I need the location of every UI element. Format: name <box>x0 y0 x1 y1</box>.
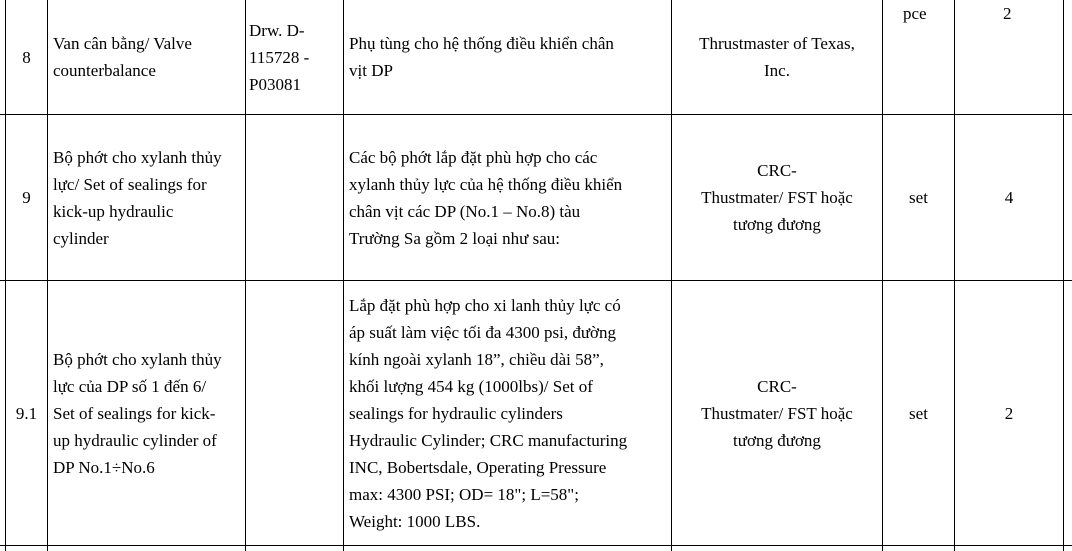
quantity: 2 <box>1004 403 1014 423</box>
unit-cell <box>883 115 954 280</box>
item-name: Van cân bằng/ Valve counterbalance <box>53 34 192 80</box>
grid-line <box>1063 0 1064 551</box>
drawing-number-cell <box>249 115 343 280</box>
description-cell <box>349 281 670 545</box>
grid-line <box>47 0 48 551</box>
unit-cell <box>883 281 954 545</box>
grid-line <box>245 0 246 551</box>
row-number-cell <box>6 0 47 114</box>
grid-line <box>343 0 344 551</box>
row-number: 8 <box>22 47 31 67</box>
description-cell <box>349 115 670 280</box>
description: Phụ tùng cho hệ thống điều khiển chân vịt DP <box>349 34 614 80</box>
manufacturer: Thrustmaster of Texas, Inc. <box>699 34 855 80</box>
unit: set <box>909 188 928 207</box>
row-number-cell <box>6 281 47 545</box>
description-cell <box>349 0 670 114</box>
drawing-number-cell <box>249 0 343 114</box>
item-name: Bộ phớt cho xylanh thủy lực của DP số 1 đến 6/ Set of sealings for kick- up hydraulic cylinder of DP No.1÷No.6 <box>53 349 222 477</box>
row-number: 9.1 <box>15 403 38 423</box>
item-name-cell <box>53 115 243 280</box>
description: Các bộ phớt lắp đặt phù hợp cho các xylanh thủy lực của hệ thống điều khiển chân vịt các DP (No.1 – No.8) tàu Trường Sa gồm 2 loại như sau: <box>349 147 623 248</box>
manufacturer-cell <box>672 281 882 545</box>
drawing-number-cell <box>249 281 343 545</box>
item-name-cell <box>53 0 243 114</box>
item-name-cell <box>53 281 243 545</box>
quantity-cell <box>955 115 1063 280</box>
row-number: 9 <box>22 188 31 207</box>
drawing-number: Drw. D- 115728 - P03081 <box>249 20 310 94</box>
manufacturer: CRC- Thustmater/ FST hoặc tương đương <box>701 161 853 234</box>
quantity-cell <box>955 281 1063 545</box>
grid-line <box>0 545 1072 546</box>
manufacturer: CRC- Thustmater/ FST hoặc tương đương <box>701 376 853 450</box>
manufacturer-cell <box>672 115 882 280</box>
item-name: Bộ phớt cho xylanh thủy lực/ Set of sealings for kick-up hydraulic cylinder <box>53 147 222 248</box>
manufacturer-cell <box>672 0 882 114</box>
quantity: 2 <box>1003 4 1012 23</box>
unit: pce <box>903 4 927 23</box>
unit: set <box>909 403 928 423</box>
description: Lắp đặt phù hợp cho xi lanh thủy lực có áp suất làm việc tối đa 4300 psi, đường kính ngoài xylanh 18”, chiều dài 58”, khối lượng 454 kg (1000lbs)/ Set of sealings for hydraulic cylinders Hydraulic Cylinder; CRC manufacturing INC, Bobertsdale, Operating Pressure max: 4300 PSI; OD= 18"; L=58"; Weight: 1000 LBS. <box>349 295 628 531</box>
row-number-cell <box>6 115 47 280</box>
quantity: 4 <box>1004 188 1014 207</box>
